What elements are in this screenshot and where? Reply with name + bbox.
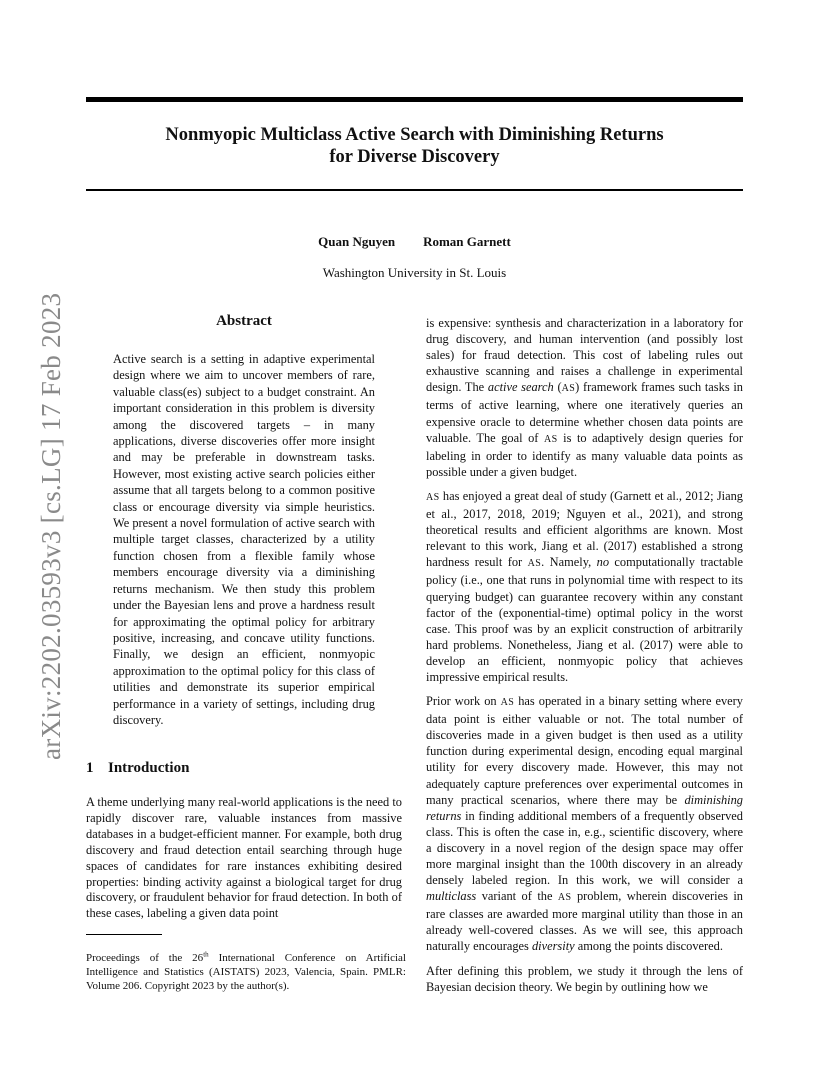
text-run: has enjoyed a great deal of study (Garnett et al., 2012; Jiang et al., 2017, 2018, 2019; Nguyen et al., 2021), and strong theoretical results and efficient algorithms are known. Most relevant to this work, Jiang et al. (2017) established a strong hardness result for (426, 488, 743, 570)
text-run: is expensive: synthesis and characterization in a laboratory for drug discovery, and human intervention (and possibly lost sales) for fraud detection. This cost of labeling rules out exhaustive scanning and raises a challenge in experimental design. The (426, 316, 743, 395)
text-run: in finding additional members of a frequently observed class. This is often the case in, e.g., scientific discovery, where a discovery in a novel region of the design space may offer more marginal insight than the 100th discovery in an already densely labeled region. In this work, we will consider a (426, 808, 743, 888)
acronym: AS (500, 697, 515, 709)
emphasis: diversity (531, 939, 575, 954)
paragraph (426, 315, 743, 480)
text-run: has operated in a binary setting where every data point is either valuable or not. The total number of discoveries made in a given budget is then used as a utility function during experimental design, encoding equal marginal utility for every discovery made. However, this may not adequately capture preferences over experimental outcomes in many practical scenarios, where there may be (426, 694, 743, 807)
abstract-heading: Abstract (216, 313, 272, 329)
text-run: variant of the (476, 889, 558, 904)
footnote-text: International Conference on Artificial Intelligence and Statistics (AISTATS) 2023, Valencia, Spain. PMLR: Volume 206. Copyright 2023 by the author(s). (86, 952, 406, 993)
text-run: among the points discovered. (574, 939, 723, 954)
footnote-superscript: th (203, 950, 209, 959)
text-run: ) framework frames such tasks in terms of active learning, where one iteratively queries an expensive oracle to determine whether chosen data points are valuable. The goal of (426, 380, 743, 445)
text-run: problem, wherein discoveries in rare classes are awarded more marginal utility than those in an already well-covered classes. As we will see, this approach naturally encourages (426, 889, 743, 954)
section-number: 1 (86, 760, 94, 776)
right-column (426, 315, 743, 1003)
acronym: AS (527, 558, 542, 570)
proceedings-footnote (86, 951, 406, 994)
arxiv-identifier: arXiv:2202.03593v3 [cs.LG] 17 Feb 2023 (36, 292, 66, 760)
title-line-2: for Diverse Discovery (329, 147, 500, 167)
affiliation: Washington University in St. Louis (322, 265, 507, 280)
text-run: is to adaptively design queries for labeling in order to identify as many valuable data points as possible under a given budget. (426, 430, 743, 479)
footnote-text: Proceedings of the 26 (86, 952, 204, 964)
acronym: AS (557, 892, 572, 904)
acronym: AS (561, 383, 576, 395)
title-top-rule (86, 97, 743, 102)
footnote-rule (86, 934, 162, 935)
text-run: . Namely, (541, 555, 597, 570)
emphasis: diminishing returns (426, 792, 743, 823)
title-bottom-rule (86, 189, 743, 191)
section-title: Introduction (108, 760, 190, 776)
introduction-text: A theme underlying many real-world applications is the need to rapidly discover rare, valuable instances from massive databases in a budget-efficient manner. For example, both drug discovery and fraud detection entail searching through huge spaces of candidates for rare instances exhibiting desired properties: binding activity against a biological target for drug discovery, or fraudulent behavior for fraud detection. In both of these cases, labeling a given data point (86, 795, 402, 921)
acronym: AS (543, 433, 558, 445)
text-run: computationally tractable policy (i.e., one that runs in polynomial time with respect to its querying budget) can guarantee recovery within any constant factor of the (exponential-time) optimal policy in the worst case. This proof was by an explicit construction of arbitrarily hard problems. Nonetheless, Jiang et al. (2017) were able to develop an efficient, nonmyopic policy that achieves impressive empirical results. (426, 555, 744, 684)
author-name: Roman Garnett (423, 234, 511, 249)
paragraph (426, 488, 743, 685)
title-line-1: Nonmyopic Multiclass Active Search with Diminishing Returns (165, 125, 664, 145)
paragraph: After defining this problem, we study it through the lens of Bayesian decision theory. We begin by outlining how we (426, 963, 743, 994)
paper-title (86, 124, 743, 168)
emphasis: no (596, 555, 610, 570)
emphasis: active search (487, 380, 554, 395)
text-run: ( (553, 380, 562, 395)
text-run: Prior work on (426, 694, 501, 709)
author-name: Quan Nguyen (318, 234, 396, 249)
abstract-text: Active search is a setting in adaptive experimental design where we aim to uncover members of rare, valuable class(es) subject to a budget constraint. An important consideration in this problem is diversity among the discovered targets – in many applications, diverse discoveries offer more insight and may be preferable in downstream tasks. However, most existing active search policies either assume that all targets belong to a common positive class or encourage diversity via simple heuristics. We present a novel formulation of active search with multiple target classes, characterized by a utility function chosen from a flexible family whose members encourage diversity via a diminishing returns mechanism. We then study this problem under the Bayesian lens and prove a hardness result for approximating the optimal policy for arbitrary positive, increasing, and concave utility functions. Finally, we design an efficient, nonmyopic approximation to the optimal policy for this class of utilities and demonstrate its superior empirical performance in a variety of settings, including drug discovery. (113, 352, 375, 727)
author-list (86, 234, 743, 250)
acronym: AS (426, 491, 440, 503)
paragraph (426, 693, 743, 955)
emphasis: multiclass (426, 889, 477, 904)
section-heading (86, 759, 402, 777)
